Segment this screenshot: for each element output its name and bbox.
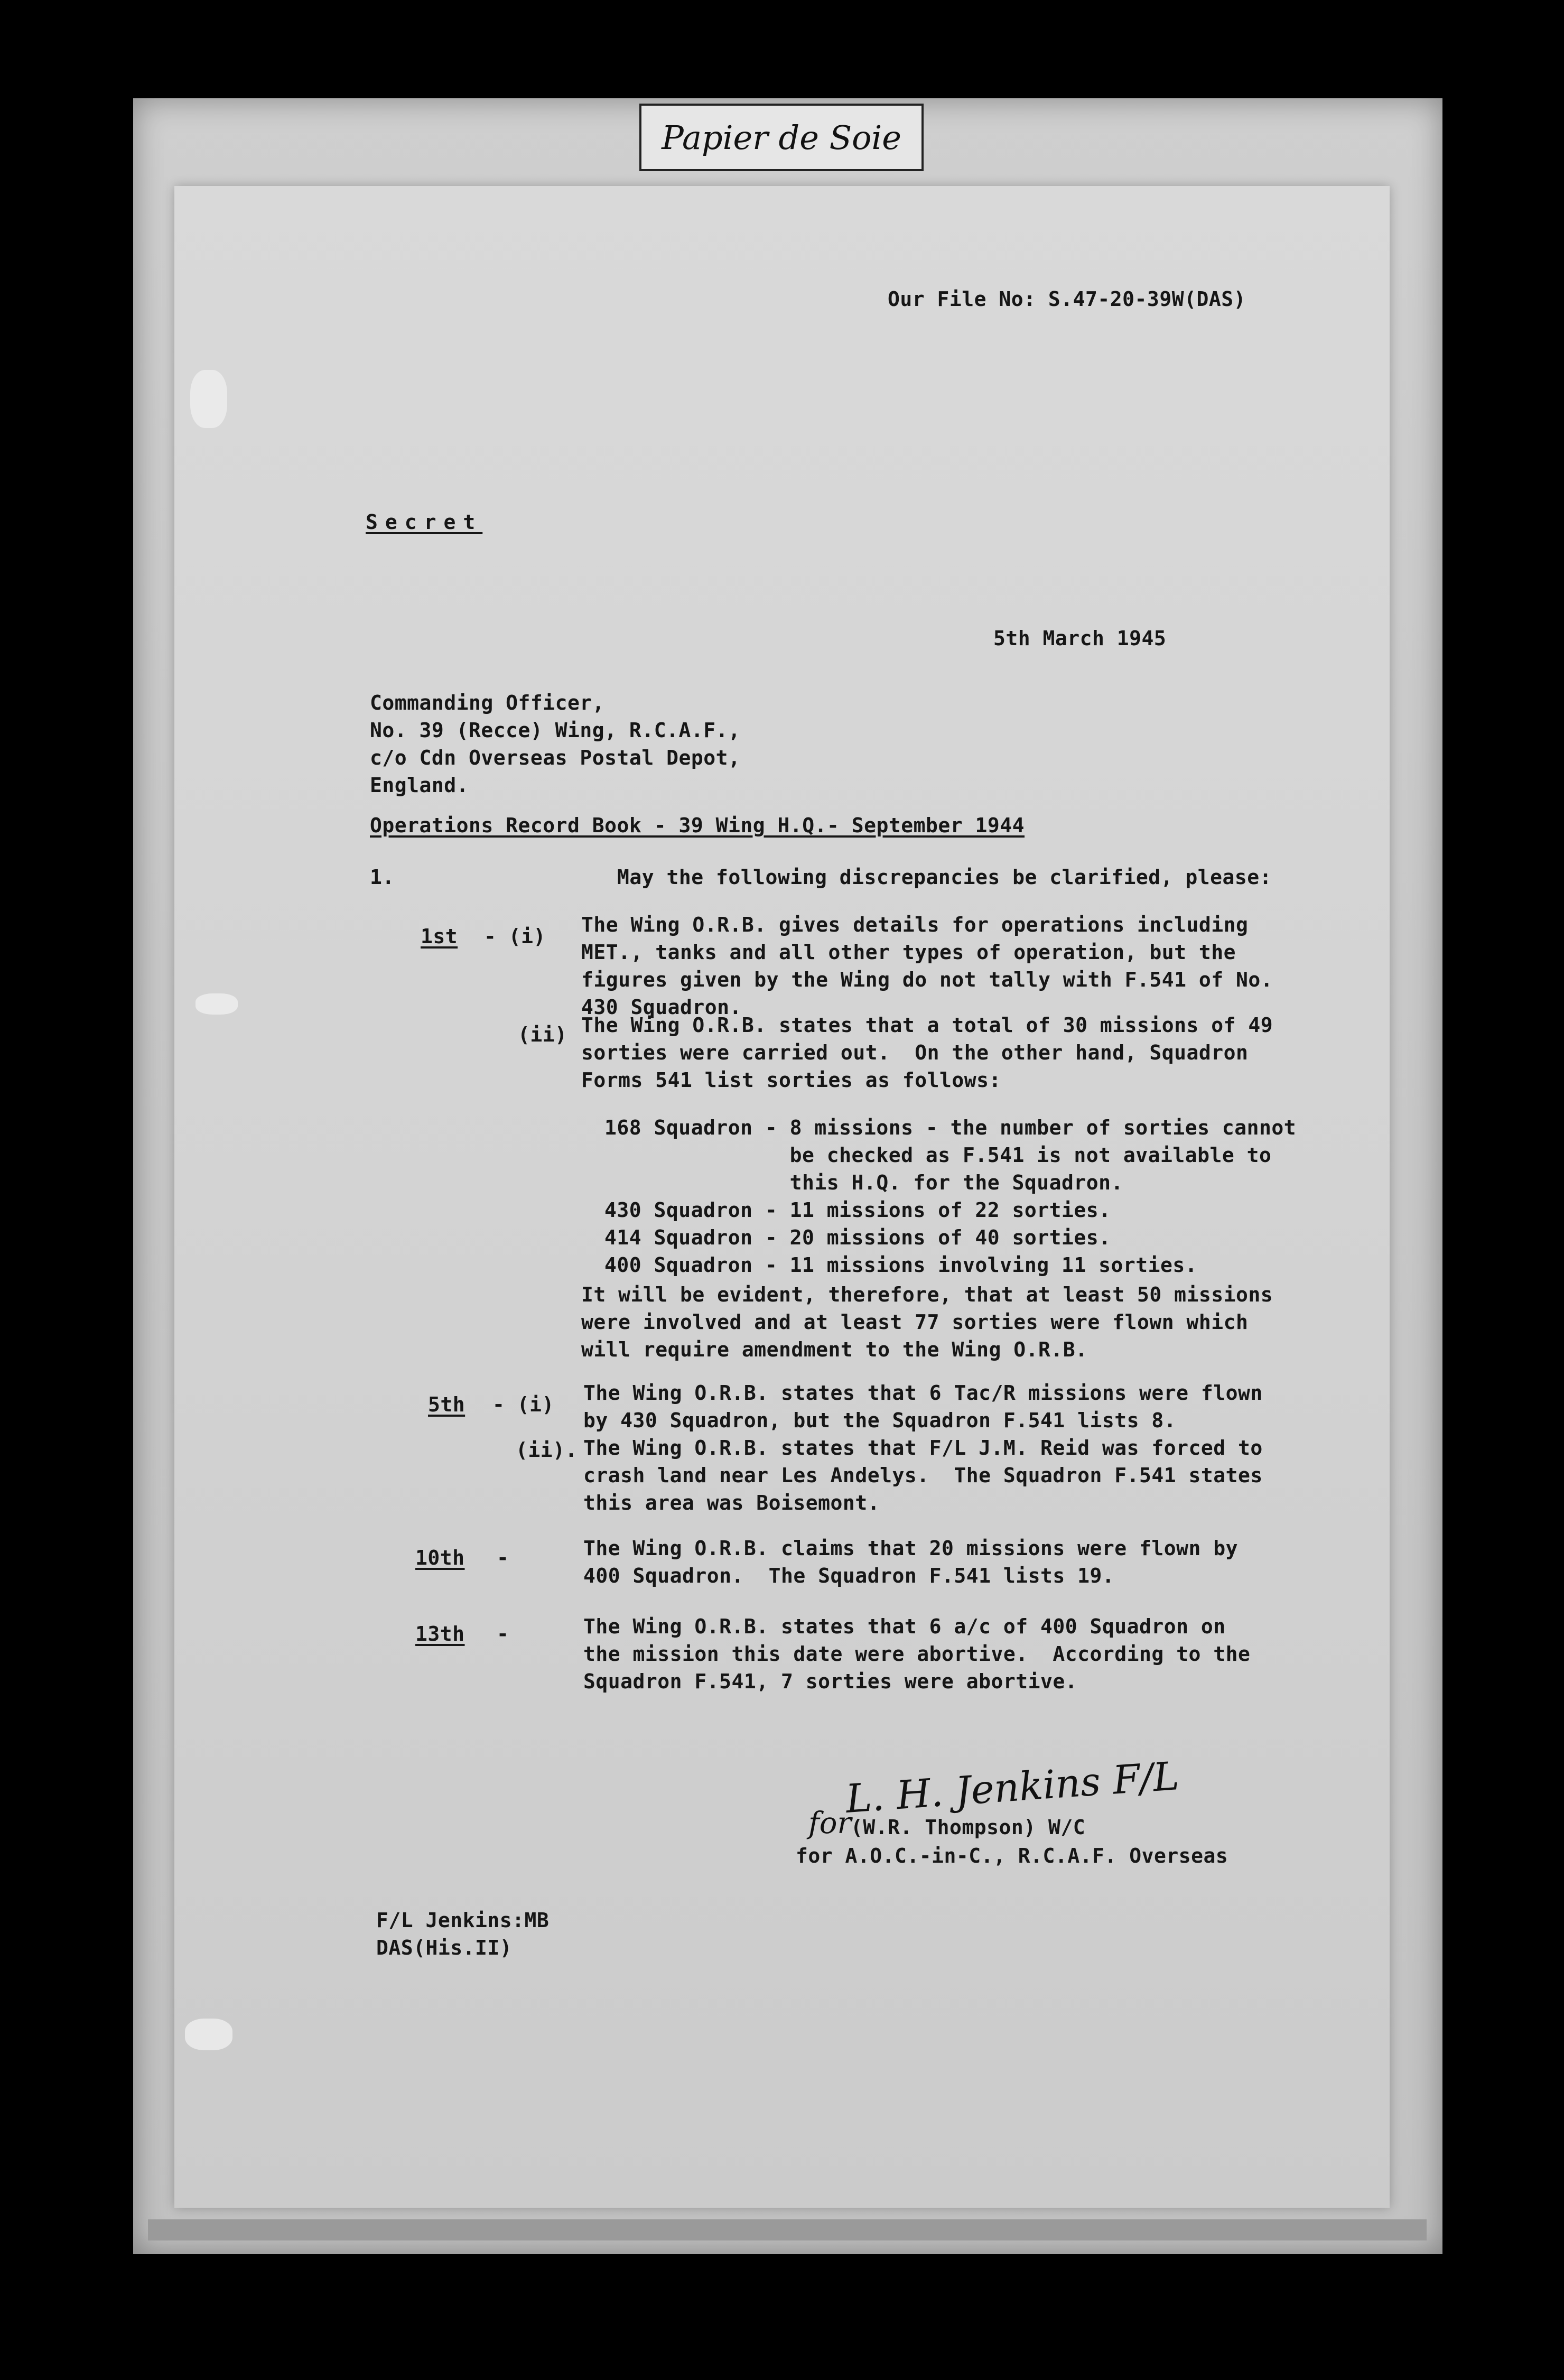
subject-line: Operations Record Book - 39 Wing H.Q.- September 1944 — [370, 814, 1025, 837]
paragraph-number: 1. — [370, 866, 395, 889]
item-text-line: crash land near Les Andelys. The Squadron F.541 states — [583, 1464, 1263, 1487]
item-text-line: The Wing O.R.B. states that 6 Tac/R missions were flown — [583, 1381, 1263, 1405]
item-text-line: by 430 Squadron, but the Squadron F.541 lists 8. — [583, 1409, 1177, 1432]
squadron-line: 414 Squadron - 20 missions of 40 sorties. — [604, 1226, 1111, 1249]
sub-item-marker: - (i) — [484, 925, 546, 948]
squadron-line: 168 Squadron - 8 missions - the number of sorties cannot — [604, 1116, 1297, 1139]
reference-initials: F/L Jenkins:MB — [376, 1909, 550, 1932]
item-dash: - — [497, 1546, 509, 1569]
conclusion-line: were involved and at least 77 sorties were flown which — [581, 1310, 1249, 1334]
signatory-name: (W.R. Thompson) W/C — [851, 1816, 1086, 1839]
file-number: Our File No: S.47-20-39W(DAS) — [888, 287, 1246, 311]
tear-mark — [185, 2019, 232, 2050]
letter-date: 5th March 1945 — [993, 627, 1167, 650]
paper-label-tag — [639, 104, 924, 171]
signatory-title: for A.O.C.-in-C., R.C.A.F. Overseas — [796, 1844, 1228, 1867]
classification-heading: Secret — [366, 510, 483, 534]
paragraph-intro: May the following discrepancies be clarified, please: — [617, 866, 1272, 889]
item-text-line: The Wing O.R.B. states that F/L J.M. Reid was forced to — [583, 1436, 1263, 1459]
item-text-line: The Wing O.R.B. states that 6 a/c of 400 Squadron on — [583, 1615, 1226, 1638]
item-text-line: figures given by the Wing do not tally with F.541 of No. — [581, 968, 1273, 991]
conclusion-line: will require amendment to the Wing O.R.B. — [581, 1338, 1088, 1361]
item-text-line: this area was Boisemont. — [583, 1491, 880, 1514]
item-text-line: 430 Squadron. — [581, 996, 742, 1019]
squadron-line: be checked as F.541 is not available to — [604, 1143, 1272, 1167]
address-line: c/o Cdn Overseas Postal Depot, — [370, 746, 741, 769]
squadron-line: 430 Squadron - 11 missions of 22 sorties. — [604, 1198, 1111, 1222]
item-text-line: sorties were carried out. On the other hand, Squadron — [581, 1041, 1249, 1064]
item-text-line: Squadron F.541, 7 sorties were abortive. — [583, 1670, 1078, 1693]
address-line: England. — [370, 774, 469, 797]
sub-item-marker: (ii). — [516, 1438, 578, 1462]
squadron-line: this H.Q. for the Squadron. — [604, 1171, 1123, 1194]
bottom-edge-strip — [148, 2219, 1427, 2240]
item-text-line: MET., tanks and all other types of operation, but the — [581, 941, 1236, 964]
conclusion-line: It will be evident, therefore, that at least 50 missions — [581, 1283, 1273, 1306]
handwritten-signature: L. H. Jenkins F/L — [844, 1753, 1181, 1822]
item-text-line: The Wing O.R.B. states that a total of 30 missions of 49 — [581, 1014, 1273, 1037]
item-date-5th: 5th — [428, 1393, 466, 1416]
item-text-line: The Wing O.R.B. gives details for operations including — [581, 913, 1249, 936]
item-date-13th: 13th — [415, 1622, 465, 1645]
address-line: No. 39 (Recce) Wing, R.C.A.F., — [370, 719, 741, 742]
item-text-line: 400 Squadron. The Squadron F.541 lists 19. — [583, 1564, 1115, 1587]
reference-code: DAS(His.II) — [376, 1936, 513, 1959]
item-date-10th: 10th — [415, 1546, 465, 1569]
sub-item-marker: - (i) — [492, 1393, 554, 1416]
item-text-line: the mission this date were abortive. According to the — [583, 1642, 1251, 1666]
address-line: Commanding Officer, — [370, 691, 605, 714]
item-text-line: The Wing O.R.B. claims that 20 missions were flown by — [583, 1537, 1239, 1560]
item-text-line: Forms 541 list sorties as follows: — [581, 1068, 1001, 1092]
handwritten-for: for — [808, 1806, 852, 1840]
squadron-line: 400 Squadron - 11 missions involving 11 sorties. — [604, 1253, 1198, 1277]
paper-label: Papier de Soie — [662, 118, 901, 157]
item-dash: - — [497, 1622, 509, 1645]
tear-mark — [196, 993, 238, 1015]
tear-mark — [190, 370, 227, 428]
item-date-1st: 1st — [421, 925, 458, 948]
sub-item-marker: (ii) — [518, 1023, 567, 1046]
